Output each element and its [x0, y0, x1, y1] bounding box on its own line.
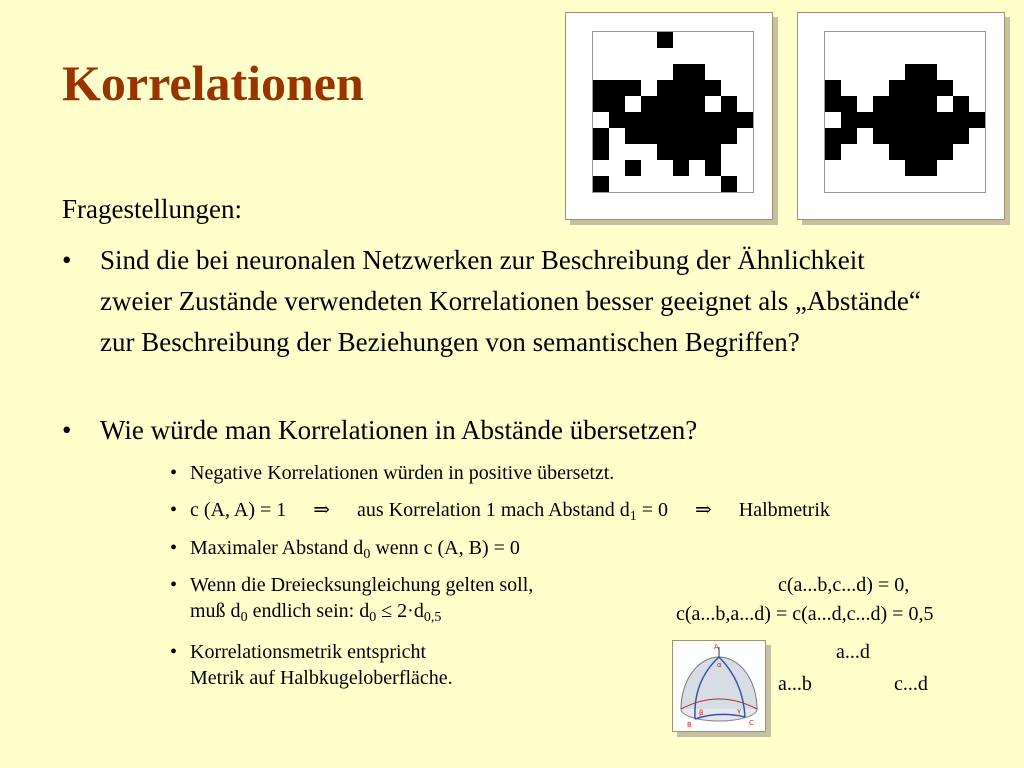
- pixel-cell: [689, 176, 705, 192]
- pixel-cell: [841, 48, 857, 64]
- pixel-cell: [873, 32, 889, 48]
- pixel-cell: [953, 112, 969, 128]
- pixel-cell: [657, 96, 673, 112]
- pixel-cell: [641, 48, 657, 64]
- pixel-cell: [857, 144, 873, 160]
- pixel-cell: [705, 144, 721, 160]
- pixel-cell: [921, 96, 937, 112]
- pixel-cell: [609, 96, 625, 112]
- pixel-cell: [825, 176, 841, 192]
- pixel-cell: [609, 80, 625, 96]
- subscript: 0: [240, 610, 248, 625]
- pixel-cell: [609, 128, 625, 144]
- pixel-cell: [937, 128, 953, 144]
- pixel-cell: [737, 128, 753, 144]
- pixel-cell: [937, 112, 953, 128]
- pixel-cell: [969, 96, 985, 112]
- gamma-label: γ: [737, 707, 742, 715]
- pixel-cell: [721, 176, 737, 192]
- pixel-cell: [625, 176, 641, 192]
- sub-bullet-marker: •: [170, 499, 178, 521]
- beta-label: β: [699, 709, 704, 717]
- pixel-cell: [705, 48, 721, 64]
- subscript: 0,5: [423, 610, 442, 625]
- pixel-cell: [857, 128, 873, 144]
- pixel-cell: [705, 96, 721, 112]
- pixel-cell: [593, 128, 609, 144]
- pixel-cell: [953, 128, 969, 144]
- pixel-cell: [737, 160, 753, 176]
- pixel-cell: [721, 96, 737, 112]
- pixel-cell: [625, 128, 641, 144]
- bullet-2: [62, 410, 922, 451]
- pixel-cell: [921, 48, 937, 64]
- pixel-cell: [625, 96, 641, 112]
- vertex-b-label: B: [687, 721, 692, 729]
- pixel-cell: [593, 64, 609, 80]
- pixel-cell: [737, 112, 753, 128]
- pixel-cell: [873, 80, 889, 96]
- pixel-cell: [937, 96, 953, 112]
- pixel-cell: [625, 160, 641, 176]
- pixel-cell: [937, 32, 953, 48]
- sub-bullet-marker: •: [170, 462, 178, 484]
- pixel-cell: [721, 64, 737, 80]
- pixel-cell: [905, 80, 921, 96]
- pixel-cell: [889, 96, 905, 112]
- pixel-cell: [657, 64, 673, 80]
- pixel-cell: [825, 160, 841, 176]
- distance-rule: aus Korrelation 1 mach Abstand d: [357, 499, 630, 521]
- pixel-cell: [905, 96, 921, 112]
- pixel-cell: [689, 160, 705, 176]
- sub-bullet-2-text: [190, 497, 830, 523]
- pixel-cell: [873, 96, 889, 112]
- pixel-cell: [921, 160, 937, 176]
- sub-bullet-2: [170, 497, 830, 523]
- pixel-cell: [625, 112, 641, 128]
- text: ≤ 2·d: [376, 600, 424, 622]
- pixel-cell: [905, 128, 921, 144]
- pixel-cell: [641, 160, 657, 176]
- pixel-cell: [889, 64, 905, 80]
- sub-bullet-3: [170, 535, 520, 561]
- pixel-cell: [889, 144, 905, 160]
- intro-text: Fragestellungen:: [62, 194, 242, 224]
- pixel-cell: [937, 64, 953, 80]
- pixel-cell: [969, 176, 985, 192]
- pixel-cell: [673, 64, 689, 80]
- pixel-cell: [705, 32, 721, 48]
- pixel-cell: [673, 128, 689, 144]
- pixel-cell: [689, 48, 705, 64]
- pixel-cell: [657, 32, 673, 48]
- pixel-cell: [673, 176, 689, 192]
- pixel-cell: [689, 80, 705, 96]
- sub-bullet-5: [170, 639, 453, 691]
- pixel-cell: [737, 32, 753, 48]
- bullet-marker: •: [62, 245, 72, 275]
- pixel-cell: [673, 80, 689, 96]
- bullet-marker: •: [62, 415, 72, 445]
- pixel-cell: [673, 32, 689, 48]
- pixel-cell: [969, 64, 985, 80]
- pixel-cell: [705, 64, 721, 80]
- pixel-cell: [593, 176, 609, 192]
- pixel-cell: [873, 144, 889, 160]
- pixel-cell: [889, 176, 905, 192]
- pixel-cell: [721, 144, 737, 160]
- pixel-cell: [721, 48, 737, 64]
- pixel-cell: [873, 112, 889, 128]
- correlation-eq-2: c(a...b,a...d) = c(a...d,c...d) = 0,5: [676, 603, 934, 625]
- pixel-cell: [737, 96, 753, 112]
- sub-bullet-4: [170, 572, 533, 624]
- pixel-cell: [969, 160, 985, 176]
- pixel-cell: [841, 160, 857, 176]
- pixel-cell: [737, 144, 753, 160]
- pixel-cell: [921, 32, 937, 48]
- pixel-cell: [905, 112, 921, 128]
- pixel-cell: [657, 48, 673, 64]
- pixel-cell: [737, 176, 753, 192]
- pixel-cell: [625, 80, 641, 96]
- pixel-cell: [857, 160, 873, 176]
- pixel-cell: [905, 48, 921, 64]
- subscript: 1: [629, 509, 637, 524]
- pixel-cell: [641, 64, 657, 80]
- pixel-cell: [857, 96, 873, 112]
- bullet-1: [62, 240, 922, 363]
- pixel-cell: [841, 176, 857, 192]
- pixel-cell: [721, 160, 737, 176]
- pixel-cell: [969, 32, 985, 48]
- pixel-cell: [825, 64, 841, 80]
- pixel-cell: [857, 80, 873, 96]
- pixel-cell: [921, 112, 937, 128]
- pixel-cell: [641, 128, 657, 144]
- pixel-cell: [921, 64, 937, 80]
- pixel-cell: [721, 80, 737, 96]
- pixel-cell: [625, 48, 641, 64]
- halbmetrik-label: Halbmetrik: [738, 499, 830, 521]
- pixel-cell: [969, 112, 985, 128]
- sub-bullet-4-text: [190, 572, 533, 624]
- pixel-cell: [641, 176, 657, 192]
- pixel-cell: [873, 176, 889, 192]
- pixel-cell: [889, 48, 905, 64]
- pixel-cell: [657, 160, 673, 176]
- pixel-cell: [673, 96, 689, 112]
- pixel-cell: [921, 176, 937, 192]
- metric-line: Korrelationsmetrik entspricht: [190, 641, 427, 663]
- sub-bullet-3-text: [190, 535, 520, 561]
- text: wenn c (A, B) = 0: [370, 537, 520, 559]
- pixel-cell: [721, 32, 737, 48]
- pixel-cell: [953, 176, 969, 192]
- pixel-cell: [657, 176, 673, 192]
- pixel-cell: [689, 112, 705, 128]
- bullet-1-text: Sind die bei neuronalen Netzwerken zur Beschreibung der Ähnlichkeit zweier Zustände verwendeten Korrelationen besser geeignet als „Abstände“ zur Beschreibung der Beziehungen von semantischen Begriffen?: [100, 245, 921, 357]
- pixel-cell: [609, 64, 625, 80]
- pixel-cell: [593, 160, 609, 176]
- pixel-cell: [673, 160, 689, 176]
- pixel-cell: [937, 80, 953, 96]
- pixel-cell: [953, 96, 969, 112]
- pixel-cell: [905, 176, 921, 192]
- pixel-cell: [937, 144, 953, 160]
- pixel-cell: [657, 144, 673, 160]
- pixel-cell: [841, 96, 857, 112]
- pixel-cell: [721, 128, 737, 144]
- pixel-cell: [673, 144, 689, 160]
- pixel-cell: [737, 80, 753, 96]
- pixel-cell: [857, 64, 873, 80]
- subscript: 0: [363, 547, 371, 562]
- fish-image-noisy: [565, 12, 773, 220]
- implies-arrow: ⇒: [695, 499, 712, 521]
- pixel-cell: [905, 144, 921, 160]
- pixel-cell: [609, 32, 625, 48]
- pixel-cell: [969, 128, 985, 144]
- pixel-cell: [953, 48, 969, 64]
- pixel-cell: [609, 112, 625, 128]
- pixel-cell: [937, 48, 953, 64]
- alpha-label: α: [717, 661, 722, 669]
- pixel-cell: [609, 160, 625, 176]
- pixel-cell: [689, 64, 705, 80]
- pixel-cell: [841, 64, 857, 80]
- sub-bullet-1-text: Negative Korrelationen würden in positive übersetzt.: [190, 462, 615, 484]
- pixel-cell: [609, 48, 625, 64]
- pixel-cell: [905, 160, 921, 176]
- pixel-cell: [641, 32, 657, 48]
- label-cd: c...d: [894, 673, 928, 695]
- pixel-cell: [641, 144, 657, 160]
- pixel-cell: [857, 176, 873, 192]
- pixel-cell: [969, 48, 985, 64]
- pixel-cell: [841, 144, 857, 160]
- pixel-cell: [593, 48, 609, 64]
- pixel-cell: [969, 144, 985, 160]
- pixel-cell: [737, 64, 753, 80]
- pixel-cell: [705, 80, 721, 96]
- text: Maximaler Abstand d: [190, 537, 364, 559]
- finite-distance-line: [190, 600, 442, 625]
- pixel-cell: [889, 80, 905, 96]
- pixel-cell: [825, 48, 841, 64]
- distance-value: = 0: [636, 499, 669, 521]
- pixel-cell: [825, 32, 841, 48]
- pixel-cell: [873, 48, 889, 64]
- subscript: 0: [369, 610, 377, 625]
- hemisphere-drawing: [673, 641, 765, 731]
- pixel-cell: [937, 160, 953, 176]
- sub-bullet-marker: •: [170, 574, 178, 596]
- label-ab: a...b: [778, 673, 812, 695]
- pixel-cell: [641, 96, 657, 112]
- pixel-cell: [873, 64, 889, 80]
- pixel-cell: [953, 64, 969, 80]
- pixel-cell: [705, 128, 721, 144]
- pixel-cell: [889, 128, 905, 144]
- fish-grid-noisy: [592, 31, 754, 193]
- text: muß d: [190, 600, 241, 622]
- pixel-cell: [841, 80, 857, 96]
- correlation-eq-1: c(a...b,c...d) = 0,: [778, 574, 910, 596]
- fish-image-clean: [797, 12, 1005, 220]
- implies-arrow: ⇒: [313, 499, 331, 521]
- pixel-cell: [689, 32, 705, 48]
- pixel-cell: [873, 160, 889, 176]
- pixel-cell: [593, 32, 609, 48]
- pixel-cell: [825, 128, 841, 144]
- pixel-cell: [657, 80, 673, 96]
- pixel-cell: [673, 48, 689, 64]
- pixel-cell: [593, 144, 609, 160]
- pixel-cell: [857, 48, 873, 64]
- bullet-2-text: Wie würde man Korrelationen in Abstände übersetzen?: [100, 415, 698, 445]
- pixel-cell: [689, 96, 705, 112]
- pixel-cell: [737, 48, 753, 64]
- pixel-cell: [625, 64, 641, 80]
- label-ad: a...d: [836, 641, 870, 663]
- pixel-cell: [721, 112, 737, 128]
- pixel-cell: [905, 32, 921, 48]
- pixel-cell: [953, 32, 969, 48]
- fish-grid-clean: [824, 31, 986, 193]
- pixel-cell: [689, 128, 705, 144]
- pixel-cell: [593, 96, 609, 112]
- vertex-a-label: A: [714, 643, 719, 651]
- pixel-cell: [841, 128, 857, 144]
- pixel-cell: [705, 160, 721, 176]
- pixel-cell: [889, 112, 905, 128]
- pixel-cell: [825, 80, 841, 96]
- pixel-cell: [921, 80, 937, 96]
- sub-bullet-marker: •: [170, 537, 178, 559]
- sub-bullet-5-text: [190, 639, 453, 691]
- slide-title: Korrelationen: [62, 55, 364, 111]
- pixel-cell: [873, 128, 889, 144]
- identity-formula: c (A, A) = 1: [190, 499, 287, 521]
- pixel-cell: [841, 112, 857, 128]
- pixel-cell: [593, 112, 609, 128]
- pixel-cell: [953, 144, 969, 160]
- pixel-cell: [953, 160, 969, 176]
- pixel-cell: [593, 80, 609, 96]
- sub-bullet-1: [170, 460, 614, 486]
- pixel-cell: [641, 80, 657, 96]
- pixel-cell: [889, 32, 905, 48]
- pixel-cell: [625, 32, 641, 48]
- pixel-cell: [921, 144, 937, 160]
- pixel-cell: [689, 144, 705, 160]
- pixel-cell: [841, 32, 857, 48]
- pixel-cell: [641, 112, 657, 128]
- pixel-cell: [937, 176, 953, 192]
- sub-bullet-marker: •: [170, 641, 178, 663]
- text: endlich sein: d: [247, 600, 370, 622]
- pixel-cell: [921, 128, 937, 144]
- pixel-cell: [825, 112, 841, 128]
- pixel-cell: [705, 112, 721, 128]
- pixel-cell: [705, 176, 721, 192]
- pixel-cell: [657, 112, 673, 128]
- hemisphere-image: [672, 640, 766, 732]
- pixel-cell: [953, 80, 969, 96]
- pixel-cell: [657, 128, 673, 144]
- hemisphere-line: Metrik auf Halbkugeloberfläche.: [190, 667, 453, 689]
- pixel-cell: [857, 112, 873, 128]
- pixel-cell: [825, 144, 841, 160]
- pixel-cell: [825, 96, 841, 112]
- pixel-cell: [889, 160, 905, 176]
- pixel-cell: [609, 176, 625, 192]
- pixel-cell: [673, 112, 689, 128]
- triangle-inequality-line: Wenn die Dreiecksungleichung gelten soll,: [190, 574, 534, 596]
- pixel-cell: [625, 144, 641, 160]
- pixel-cell: [609, 144, 625, 160]
- vertex-c-label: C: [749, 719, 754, 727]
- pixel-cell: [857, 32, 873, 48]
- pixel-cell: [969, 80, 985, 96]
- pixel-cell: [905, 64, 921, 80]
